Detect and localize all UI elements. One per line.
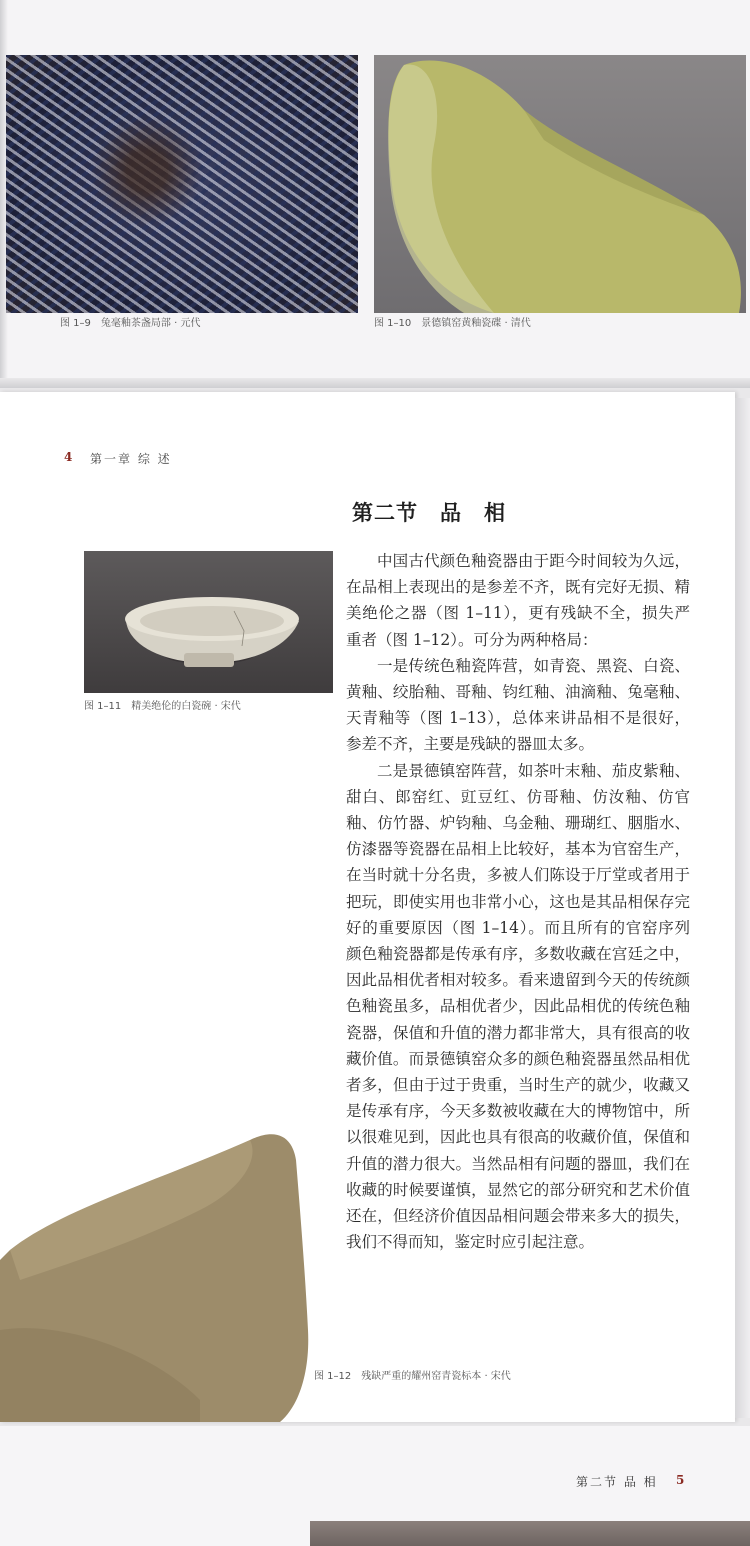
page-number: 5 [676,1473,685,1487]
section-title: 第二节 品 相 [352,500,506,525]
figure-caption: 图 1–9 兔毫釉茶盏局部 · 元代 [60,318,201,329]
page-edge-shadow [735,398,750,1418]
paragraph: 二是景德镇窑阵营，如茶叶末釉、茄皮紫釉、甜白、郎窑红、豇豆红、仿哥釉、仿汝釉、仿官釉、仿竹器、炉钧釉、乌金釉、珊瑚红、胭脂水、仿漆器等瓷器在品相上比较好，基本为官窑生产，在当时就十分名贵，多被人们陈设于厅堂或者用于把玩，即使实用也非常小心，这也是其品相保存完好的重要原因（图 1–14）。而且所有的官窑序列颜色釉瓷器都是传承有序，多数收藏在宫廷之中，因此品相优者相对较多。看来遗留到今天的传统颜色釉瓷虽多，品相优者少，因此品相优的传统色釉瓷器，保值和升值的潜力都非常大，具有很高的收藏价值。而景德镇窑众多的颜色釉瓷器虽然品相优者多，但由于过于贵重，当时生产的就少，收藏又是传承有序，今天多数被收藏在大的博物馆中，所以很难见到，因此也具有很高的收藏价值，保值和升值的潜力很大。当然品相有问题的器皿，我们在收藏的时候要谨慎，显然它的部分研究和艺术价值还在，但经济价值因品相问题会带来多大的损失，我们不得而知，鉴定时应引起注意。 [346,761,690,1252]
celadon-shard-photo [0,1120,312,1422]
white-porcelain-bowl-photo [84,551,333,693]
figure-caption: 图 1–12 残缺严重的耀州窑青瓷标本 · 宋代 [314,1371,511,1382]
running-header: 第一章 综 述 [90,452,172,466]
paragraph: 中国古代颜色釉瓷器由于距今时间较为久远，在品相上表现出的是参差不齐，既有完好无损、精美绝伦之器（图 1–11），更有残缺不全，损失严重者（图 1–12）。可分为两种格局： [346,552,690,649]
figure-caption: 图 1–11 精美绝伦的白瓷碗 · 宋代 [84,701,241,712]
body-text [346,548,690,1255]
yellow-glaze-dish-photo [374,55,746,313]
page-number: 4 [64,450,73,464]
figure-caption: 图 1–10 景德镇窑黄釉瓷碟 · 清代 [374,318,531,329]
photo-edge [310,1521,750,1546]
page-edge-shadow [0,378,750,388]
running-footer: 第二节 品 相 [576,1475,658,1489]
paragraph: 一是传统色釉瓷阵营，如青瓷、黑瓷、白瓷、黄釉、绞胎釉、哥釉、钧红釉、油滴釉、兔毫釉、天青釉等（图 1–13），总体来讲品相不是很好，参差不齐，主要是残缺的器皿太多。 [346,656,690,754]
hare-fur-glaze-bowl-photo [6,55,358,313]
